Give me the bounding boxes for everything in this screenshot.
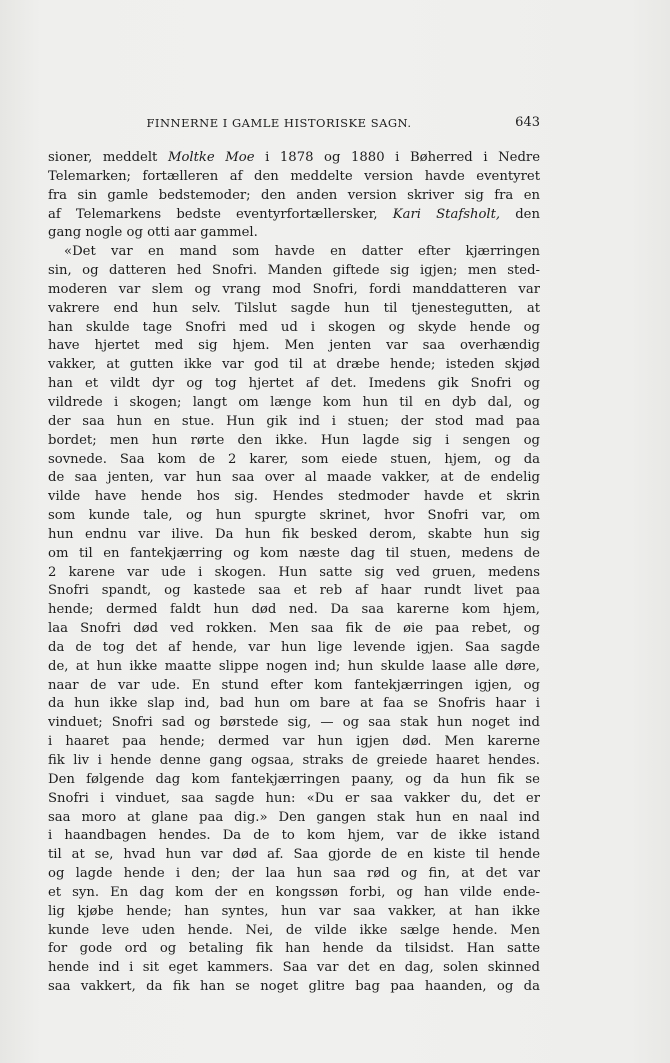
text-line: da hun ikke slap ind, bad hun om bare at faa se Snofris haar i bbox=[48, 696, 540, 712]
text-line: vakrere end hun selv. Tilslut sagde hun til tjenestegutten, at bbox=[48, 300, 540, 316]
running-header bbox=[48, 116, 540, 132]
italic-name: Kari Stafsholt, bbox=[392, 206, 501, 222]
italic-name: Moltke Moe bbox=[167, 150, 255, 165]
text-line: til at se, hvad hun var død af. Saa gjorde de en kiste til hende bbox=[48, 847, 540, 863]
text-line: og lagde hende i den; der laa hun saa rød og fin, at det var bbox=[48, 866, 540, 882]
text-line: hende; dermed faldt hun død ned. Da saa karerne kom hjem, bbox=[48, 602, 540, 618]
text-line: af Telemarkens bedste eventyrfortællersker, Kari Stafsholt, den bbox=[48, 206, 540, 222]
text-line: vildrede i skogen; langt om længe kom hun til en dyb dal, og bbox=[48, 394, 540, 410]
text-line: de, at hun ikke maatte slippe nogen ind; hun skulde laase alle døre, bbox=[48, 658, 540, 674]
text-line: lig kjøbe hende; han syntes, hun var saa vakker, at han ikke bbox=[48, 903, 540, 919]
text-line: sovnede. Saa kom de 2 karer, som eiede stuen, hjem, og da bbox=[48, 451, 540, 467]
text-line: 2 karene var ude i skogen. Hun satte sig ved gruen, medens bbox=[48, 564, 540, 580]
text-line: han skulde tage Snofri med ud i skogen og skyde hende og bbox=[48, 319, 540, 335]
text-line: bordet; men hun rørte den ikke. Hun lagde sig i sengen og bbox=[48, 432, 540, 448]
text-line: for gode ord og betaling fik han hende da tilsidst. Han satte bbox=[48, 941, 540, 957]
running-title: FINNERNE I GAMLE HISTORISKE SAGN. bbox=[146, 116, 412, 130]
text-line: fra sin gamle bedstemoder; den anden version skriver sig fra en bbox=[48, 187, 540, 203]
text-line: moderen var slem og vrang mod Snofri, fordi manddatteren var bbox=[48, 281, 540, 297]
text-line: Telemarken; fortælleren af den meddelte version havde eventyret bbox=[48, 168, 540, 184]
body-text bbox=[48, 149, 540, 997]
text-line: som kunde tale, og hun spurgte skrinet, hvor Snofri var, om bbox=[48, 508, 540, 524]
text-line: saa moro at glane paa dig.» Den gangen stak hun en naal ind bbox=[48, 809, 540, 825]
text-line: vakker, at gutten ikke var god til at dræbe hende; isteden skjød bbox=[48, 357, 540, 373]
text-line: «Det var en mand som havde en datter efter kjærringen bbox=[64, 244, 540, 260]
text-line: sin, og datteren hed Snofri. Manden giftede sig igjen; men sted- bbox=[48, 263, 540, 279]
text-line: Snofri i vinduet, saa sagde hun: «Du er saa vakker du, det er bbox=[48, 790, 540, 806]
text-line: i haaret paa hende; dermed var hun igjen død. Men karerne bbox=[48, 734, 540, 750]
text-line: kunde leve uden hende. Nei, de vilde ikke sælge hende. Men bbox=[48, 922, 540, 938]
text-line: naar de var ude. En stund efter kom fantekjærringen igjen, og bbox=[48, 677, 540, 693]
text-line: i haandbagen hendes. Da de to kom hjem, var de ikke istand bbox=[48, 828, 540, 844]
text-line: de saa jenten, var hun saa over al maade vakker, at de endelig bbox=[48, 470, 540, 486]
text-line: vinduet; Snofri sad og børstede sig, — og saa stak hun noget ind bbox=[48, 715, 540, 731]
text-line: fik liv i hende denne gang ogsaa, straks de greiede haaret hendes. bbox=[48, 753, 540, 768]
text-line: have hjertet med sig hjem. Men jenten var saa overhændig bbox=[48, 338, 540, 354]
page-number: 643 bbox=[515, 115, 540, 130]
text-line: et syn. En dag kom der en kongssøn forbi, og han vilde ende- bbox=[48, 884, 540, 900]
text-line: sioner, meddelt Moltke Moe i 1878 og 1880 i Bøherred i Nedre bbox=[48, 150, 540, 165]
text-line: vilde have hende hos sig. Hendes stedmoder havde et skrin bbox=[48, 489, 540, 505]
text-line: gang nogle og otti aar gammel. bbox=[48, 225, 258, 241]
text-line: om til en fantekjærring og kom næste dag til stuen, medens de bbox=[48, 545, 540, 561]
text-line: der saa hun en stue. Hun gik ind i stuen; der stod mad paa bbox=[48, 413, 540, 429]
text-line: da de tog det af hende, var hun lige levende igjen. Saa sagde bbox=[48, 639, 540, 655]
text-line: Den følgende dag kom fantekjærringen paany, og da hun fik se bbox=[48, 771, 540, 787]
text-line: hun endnu var ilive. Da hun fik besked derom, skabte hun sig bbox=[48, 526, 540, 542]
text-line: hende ind i sit eget kammers. Saa var det en dag, solen skinned bbox=[48, 960, 540, 976]
text-line: laa Snofri død ved rokken. Men saa fik de øie paa rebet, og bbox=[48, 621, 540, 637]
text-line: Snofri spandt, og kastede saa et reb af haar rundt livet paa bbox=[48, 583, 540, 599]
text-line: han et vildt dyr og tog hjertet af det. Imedens gik Snofri og bbox=[48, 376, 540, 392]
text-line: saa vakkert, da fik han se noget glitre bag paa haanden, og da bbox=[48, 979, 540, 995]
